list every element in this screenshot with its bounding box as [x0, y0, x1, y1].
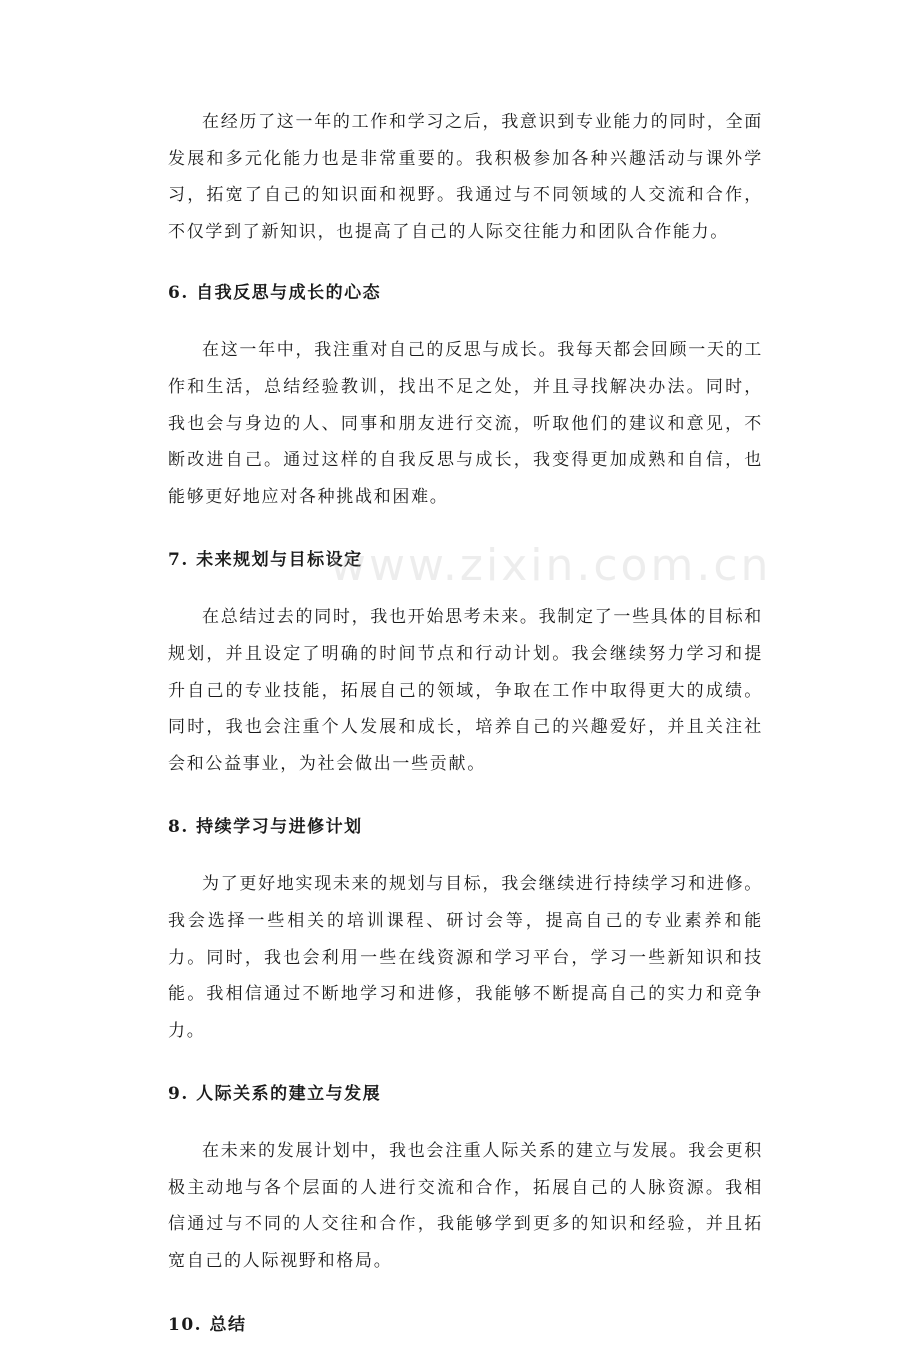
document-body	[168, 104, 763, 1364]
section-8-heading: 8. 持续学习与进修计划	[168, 817, 363, 838]
section-9-paragraph: 在未来的发展计划中，我也会注重人际关系的建立与发展。我会更积极主动地与各个层面的人进行交流和合作，拓展自己的人脉资源。我相信通过与不同的人交往和合作，我能够学到更多的知识和经验，并且拓宽自己的人际视野和格局。	[168, 1141, 763, 1272]
section-6-paragraph: 在这一年中，我注重对自己的反思与成长。我每天都会回顾一天的工作和生活，总结经验教训，找出不足之处，并且寻找解决办法。同时，我也会与身边的人、同事和朋友进行交流，听取他们的建议和意见，不断改进自己。通过这样的自我反思与成长，我变得更加成熟和自信，也能够更好地应对各种挑战和困难。	[168, 340, 763, 507]
section-9-heading: 9. 人际关系的建立与发展	[168, 1084, 382, 1105]
section-7-paragraph: 在总结过去的同时，我也开始思考未来。我制定了一些具体的目标和规划，并且设定了明确的时间节点和行动计划。我会继续努力学习和提升自己的专业技能，拓展自己的领域，争取在工作中取得更大的成绩。同时，我也会注重个人发展和成长，培养自己的兴趣爱好，并且关注社会和公益事业，为社会做出一些贡献。	[168, 607, 763, 774]
watermark: www.zixin.com.cn	[330, 540, 772, 591]
section-7-heading: 7. 未来规划与目标设定	[168, 550, 363, 571]
section-8-paragraph: 为了更好地实现未来的规划与目标，我会继续进行持续学习和进修。我会选择一些相关的培训课程、研讨会等，提高自己的专业素养和能力。同时，我也会利用一些在线资源和学习平台，学习一些新知识和技能。我相信通过不断地学习和进修，我能够不断提高自己的实力和竞争力。	[168, 874, 763, 1041]
intro-paragraph: 在经历了这一年的工作和学习之后，我意识到专业能力的同时，全面发展和多元化能力也是非常重要的。我积极参加各种兴趣活动与课外学习，拓宽了自己的知识面和视野。我通过与不同领域的人交流和合作，不仅学到了新知识，也提高了自己的人际交往能力和团队合作能力。	[168, 112, 763, 242]
section-10-heading: 10. 总结	[168, 1314, 247, 1335]
section-6-heading: 6. 自我反思与成长的心态	[168, 283, 382, 304]
